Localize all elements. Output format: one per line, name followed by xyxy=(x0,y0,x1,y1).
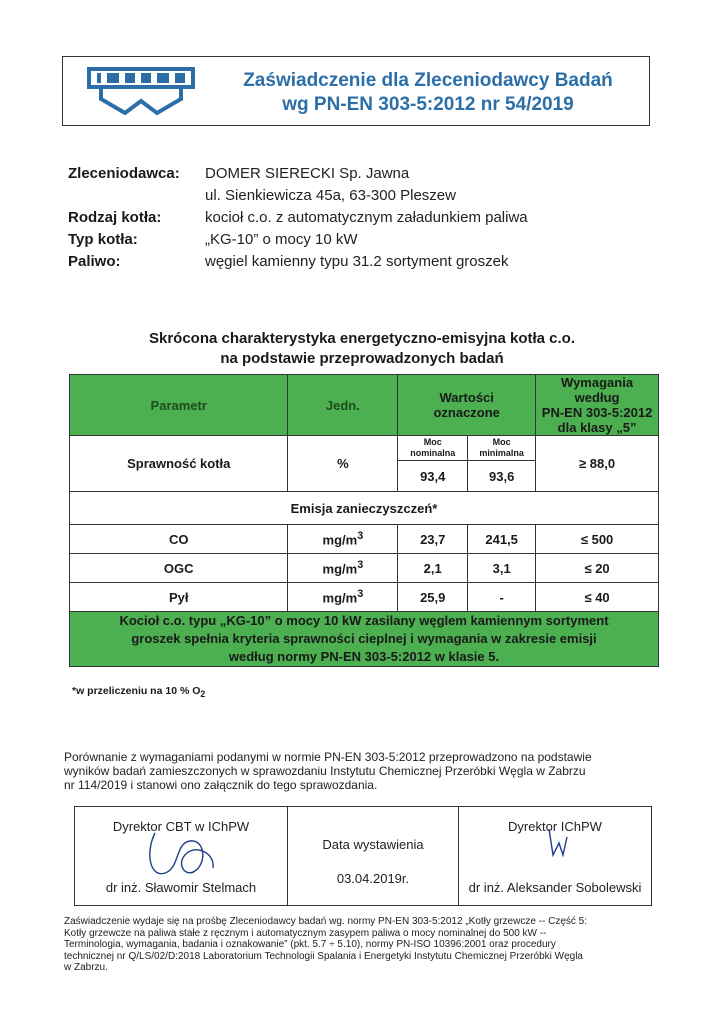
efficiency-requirement: ≥ 88,0 xyxy=(536,436,659,492)
comparison-line3: nr 114/2019 i stanowi ono załącznik do tego sprawozdania. xyxy=(64,778,378,792)
certificate-title xyxy=(213,69,643,117)
ogc-unit-text: mg/m xyxy=(322,561,358,577)
fuel-value: węgiel kamienny typu 31.2 sortyment groszek xyxy=(205,253,509,270)
boiler-kind-value: kocioł c.o. z automatycznym załadunkiem paliwa xyxy=(205,209,528,226)
comparison-line2: wyników badań zamieszczonych w sprawozdaniu Instytutu Chemicznej Przeróbki Węgla w Zabrzu xyxy=(64,764,586,778)
column-header-requirements-line3: dla klasy „5” xyxy=(557,420,637,435)
co-unit-sup: 3 xyxy=(357,530,364,543)
co-minimal: 241,5 xyxy=(468,525,536,554)
column-header-requirements-line1: Wymagania według xyxy=(561,375,634,405)
efficiency-unit: % xyxy=(288,436,398,492)
subheader-minimal-line1: Moc xyxy=(492,437,511,447)
conclusion-line3: według normy PN-EN 303-5:2012 w klasie 5. xyxy=(228,649,500,664)
left-signatory-name: dr inż. Sławomir Stelmach xyxy=(105,880,257,895)
boiler-kind-label: Rodzaj kotła: xyxy=(68,209,162,226)
co-label: CO xyxy=(70,525,288,554)
legal-note xyxy=(64,916,660,974)
summary-title-line2: na podstawie przeprowadzonych badań xyxy=(220,350,504,367)
co-unit xyxy=(288,525,398,554)
column-header-values-line1: Wartości xyxy=(439,390,494,405)
dust-label: Pył xyxy=(70,583,288,612)
ichpw-logo xyxy=(85,65,197,117)
subheader-minimal-line2: minimalna xyxy=(479,448,524,458)
co-requirement: ≤ 500 xyxy=(536,525,659,554)
subheader-minimal xyxy=(468,436,536,461)
dust-minimal: - xyxy=(468,583,536,612)
dust-requirement: ≤ 40 xyxy=(536,583,659,612)
co-nominal: 23,7 xyxy=(398,525,468,554)
client-label: Zleceniodawca: xyxy=(68,165,180,182)
summary-title-line1: Skrócona charakterystyka energetyczno-emisyjna kotła c.o. xyxy=(148,330,576,347)
client-info xyxy=(68,163,668,273)
legal-line5: w Zabrzu. xyxy=(64,962,108,973)
column-header-values xyxy=(398,375,536,436)
column-header-parameter: Parametr xyxy=(70,375,288,436)
dust-unit xyxy=(288,583,398,612)
dust-nominal: 25,9 xyxy=(398,583,468,612)
signature-left xyxy=(75,807,288,905)
table-row xyxy=(70,583,659,612)
conclusion-line1: Kocioł c.o. typu „KG-10” o mocy 10 kW zasilany węglem kamiennym sortyment xyxy=(119,613,609,628)
conclusion-statement xyxy=(70,612,659,667)
comparison-line1: Porównanie z wymaganiami podanymi w normie PN-EN 303-5:2012 przeprowadzono na podstawie xyxy=(64,750,592,764)
legal-line3: Terminologia, wymagania, badania i oznakowanie” (pkt. 5.7 ÷ 5.10), normy PN-ISO 10396:2001 oraz procedury xyxy=(64,939,556,950)
footnote-sub: 2 xyxy=(200,689,206,700)
efficiency-label: Sprawność kotła xyxy=(70,436,288,492)
table-row xyxy=(70,525,659,554)
legal-line4: technicznej nr Q/LS/02/D:2018 Laboratorium Technologii Spalania i Energetyki Instytutu Chemicznej Przeróbki Węgla xyxy=(64,950,583,962)
signature-right xyxy=(459,807,651,905)
certificate-header xyxy=(62,56,650,126)
ogc-nominal: 2,1 xyxy=(398,554,468,583)
column-header-unit: Jedn. xyxy=(288,375,398,436)
subheader-nominal-line1: Moc xyxy=(423,437,442,447)
ogc-label: OGC xyxy=(70,554,288,583)
issue-date-label: Data wystawienia xyxy=(322,837,424,852)
ogc-unit xyxy=(288,554,398,583)
summary-title xyxy=(62,329,662,369)
ogc-unit-sup: 3 xyxy=(357,559,364,572)
column-header-requirements-line2: PN-EN 303-5:2012 xyxy=(541,405,653,420)
footnote xyxy=(72,685,205,699)
left-signatory-title: Dyrektor CBT w IChPW xyxy=(112,819,250,834)
table-row xyxy=(70,554,659,583)
dust-unit-text: mg/m xyxy=(322,590,358,606)
dust-unit-sup: 3 xyxy=(357,588,364,601)
efficiency-nominal: 93,4 xyxy=(398,461,468,492)
column-header-values-line2: oznaczone xyxy=(433,405,500,420)
legal-line1: Zaświadczenie wydaje się na prośbę Zleceniodawcy badań wg. normy PN-EN 303-5:2012 „Kotły grzewcze -- Część 5: xyxy=(64,916,588,927)
emission-header: Emisja zanieczyszczeń* xyxy=(70,492,659,525)
signature-middle xyxy=(288,807,459,905)
ogc-requirement: ≤ 20 xyxy=(536,554,659,583)
comparison-paragraph xyxy=(64,750,658,792)
fuel-label: Paliwo: xyxy=(68,253,121,270)
co-unit-text: mg/m xyxy=(322,532,358,548)
characteristics-table xyxy=(69,374,659,667)
legal-line2: Kotły grzewcze na paliwa stałe z ręcznym i automatycznym zasypem paliwa o mocy nominalnej do 500 kW -- xyxy=(64,927,547,939)
boiler-type-value: „KG-10” o mocy 10 kW xyxy=(205,231,358,248)
conclusion-line2: groszek spełnia kryteria sprawności cieplnej i wymagania w zakresie emisji xyxy=(131,631,597,646)
issue-date-value: 03.04.2019r. xyxy=(336,871,410,886)
certificate-title-line1: Zaświadczenie dla Zleceniodawcy Badań xyxy=(243,70,613,91)
certificate-title-line2: wg PN-EN 303-5:2012 nr 54/2019 xyxy=(282,94,574,115)
footnote-text: *w przeliczeniu na 10 % O xyxy=(72,685,201,697)
subheader-nominal-line2: nominalna xyxy=(410,448,456,458)
right-signatory-name: dr inż. Aleksander Sobolewski xyxy=(468,880,642,895)
client-value: DOMER SIERECKI Sp. Jawna xyxy=(205,165,410,182)
subheader-nominal xyxy=(398,436,468,461)
client-address: ul. Sienkiewicza 45a, 63-300 Pleszew xyxy=(205,187,456,204)
right-signatory-title: Dyrektor IChPW xyxy=(508,819,602,834)
ogc-minimal: 3,1 xyxy=(468,554,536,583)
boiler-type-label: Typ kotła: xyxy=(68,231,138,248)
signature-box xyxy=(74,806,652,906)
column-header-requirements xyxy=(536,375,659,436)
efficiency-minimal: 93,6 xyxy=(468,461,536,492)
